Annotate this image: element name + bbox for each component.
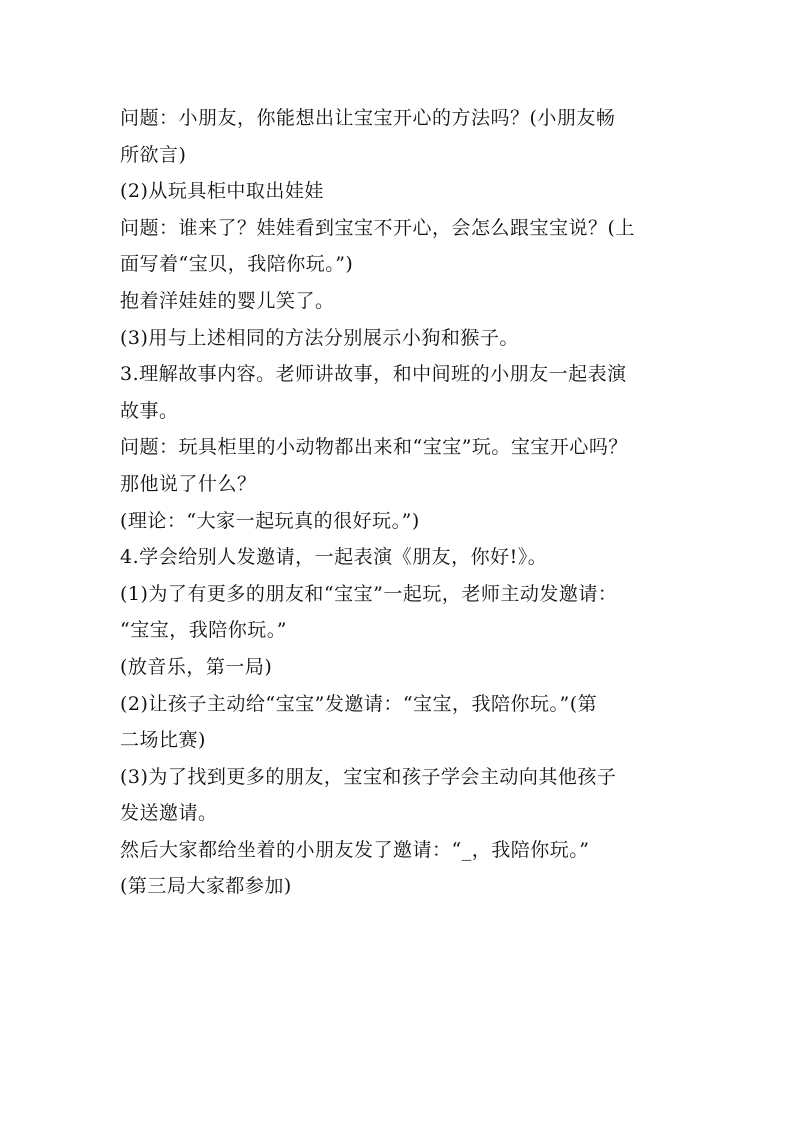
text-line: (1)为了有更多的朋友和“宝宝”一起玩，老师主动发邀请：: [120, 582, 618, 605]
text-line: (2)让孩子主动给“宝宝”发邀请：“宝宝，我陪你玩。”(第: [120, 692, 598, 715]
text-line: 3.理解故事内容。老师讲故事，和中间班的小朋友一起表演: [120, 363, 627, 386]
text-line: 那他说了什么？: [120, 472, 257, 495]
text-line: “宝宝，我陪你玩。”: [120, 619, 287, 642]
text-line: 所欲言): [120, 143, 187, 166]
text-line: (放音乐，第一局): [120, 655, 273, 678]
text-line: (3)用与上述相同的方法分别展示小狗和猴子。: [120, 326, 519, 349]
text-line: 二场比赛): [120, 729, 206, 752]
text-line: 问题：小朋友，你能想出让宝宝开心的方法吗？(小朋友畅: [120, 107, 616, 129]
text-line: 抱着洋娃娃的婴儿笑了。: [120, 289, 335, 312]
text-line: (理论：“大家一起玩真的很好玩。”): [120, 509, 420, 532]
text-line: 发送邀请。: [120, 802, 218, 825]
text-line: 故事。: [120, 399, 179, 422]
document-body: [120, 100, 680, 905]
text-line: 然后大家都给坐着的小朋友发了邀请：“_，我陪你玩。”: [120, 838, 590, 861]
text-line: 问题：玩具柜里的小动物都出来和“宝宝”玩。宝宝开心吗？: [120, 436, 628, 459]
text-line: (2)从玩具柜中取出娃娃: [120, 180, 324, 203]
text-line: 面写着“宝贝，我陪你玩。”): [120, 253, 354, 276]
text-line: 4.学会给别人发邀请，一起表演《朋友，你好!》。: [120, 546, 548, 569]
text-line: 问题：谁来了？娃娃看到宝宝不开心，会怎么跟宝宝说？(上: [120, 216, 635, 239]
text-line: (3)为了找到更多的朋友，宝宝和孩子学会主动向其他孩子: [120, 765, 617, 788]
text-line: (第三局大家都参加): [120, 875, 292, 898]
